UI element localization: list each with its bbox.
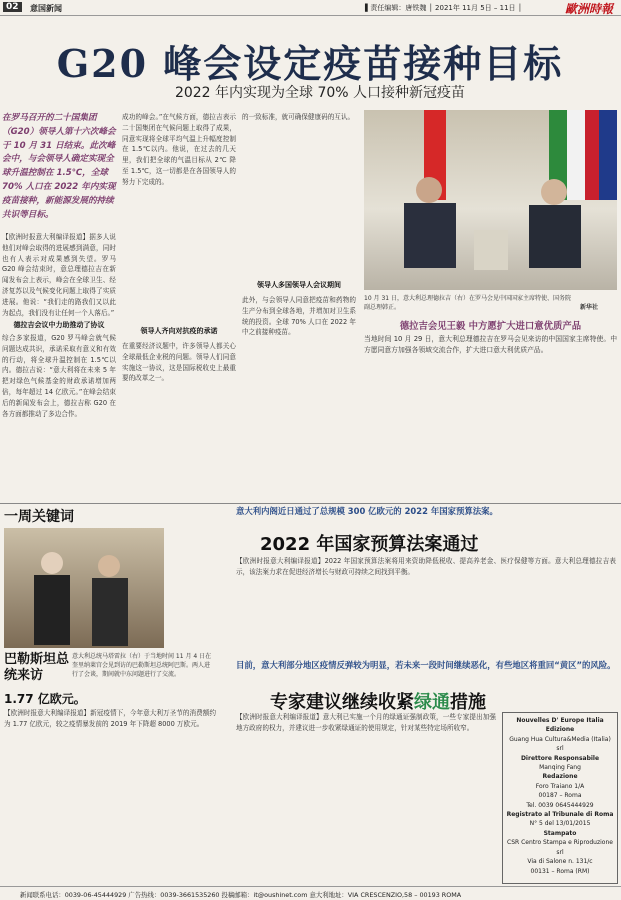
week-keywords-label: 一周关键词 — [4, 509, 74, 525]
halloween-article: 【欧洲时报意大利编译报道】新冠疫情下，今年意大利万圣节的消费额约为 1.77 亿欧元，较之疫情暴发前的 2019 年下降超 8000 万欧元。 — [4, 709, 216, 728]
article-col1b: 综合多家报道，G20 罗马峰会就气候问题达成共识，承诺采取有意义和有效的行动，将全球升温控制在 1.5℃以内。德拉吉说：“意大利将在未来 5 年把对绿色气候基金的财政承诺增加两倍，每年超过 14 亿欧元。”在峰会结束后的新闻发布会上，德拉吉称 G20 在各方面都推动了多边合作。 — [2, 334, 116, 418]
visit-illustration — [4, 528, 164, 648]
imprint-company: Guang Hua Cultura&Media (Italia) srl — [509, 735, 611, 753]
covid-article: 【欧洲时报意大利编译报道】意大利已实施一个月的绿通证强制政策，一些专家提出加强地方政府的权力，并建议进一步收紧绿通证的使用规定，针对某些特定场所收窄。 — [236, 713, 496, 732]
budget-article: 【欧洲时报意大利编译报道】2022 年国家预算法案将用来资助降低税收、提高养老金、医疗保健等方面。意大利总理德拉吉表示，该法案力求在促进经济增长与财政可持续之间找到平衡。 — [236, 557, 616, 576]
imprint-director: Manqing Fang — [539, 764, 581, 772]
imprint-reg-number: N° 5 del 13/01/2015 — [529, 820, 591, 828]
budget-quote: 意大利内阁近日通过了总规模 300 亿欧元的 2022 年国家预算法案。 — [236, 506, 498, 516]
imprint-box — [502, 712, 618, 884]
imprint-title: Nouvelles D' Europe Italia Edizione — [516, 717, 604, 734]
imprint-tel: Tel. 0039 0645444929 — [526, 801, 594, 809]
imprint-stampato: Stampato — [543, 829, 577, 837]
imprint-city: 00187 – Roma — [538, 792, 582, 800]
article-col3: 的一致标准，就可确保健康码的互认。 — [242, 113, 355, 121]
article-col3b: 此外，与会领导人同意把疫苗和药物的生产分布到全球各地，并增加对卫生系统的投资。全球 70% 人口在 2022 年中之前接种疫苗。 — [242, 296, 356, 337]
halloween-figure: 1.77 亿欧元。 — [4, 692, 86, 706]
imprint-registration: Registrato al Tribunale di Roma — [506, 811, 614, 819]
col2-subhead: 领导人齐向对抗疫的承诺 — [140, 327, 218, 335]
divider — [0, 503, 621, 504]
covid-title — [270, 688, 486, 714]
article-col2: 成功的峰会。”在气候方面，德拉吉表示二十国集团在气候问题上取得了成果，同意实现将全球平均气温上升幅度控制在 1.5℃以内。他说，在过去的几天里，我们把全球的气温目标从 2℃ 降至 1.5℃，这一切都是在各国领导人的努力下完成的。 — [122, 113, 236, 186]
imprint-printer-city: 00131 – Roma (RM) — [530, 867, 590, 875]
budget-title: 2022 年国家预算法案通过 — [260, 534, 479, 555]
covid-quote: 目前，意大利部分地区疫情反弹较为明显，若未来一段时间继续恶化，有些地区将重回“黄区”的风险。 — [236, 660, 616, 670]
main-subheadline: 2022 年内实现为全球 70% 人口接种新冠疫苗 — [174, 85, 466, 101]
page-footer: 新闻联系电话：0039-06-45444929 广告热线：0039-3661535260 投稿邮箱：it@oushinet.com 意大利地址：VIA CRESCENZIO,58 – 00193 ROMA — [0, 886, 621, 900]
lead-paragraph: 在罗马召开的二十国集团（G20）领导人第十六次峰会于 10 月 31 日结束。此次峰会中，与会领导人确定实现全球升温控制在 1.5℃，全球 70% 人口在 2022 年内实现疫苗接种，新能源发展的持续共识等目标。 — [2, 113, 116, 220]
covid-title-part2: 措施 — [450, 692, 486, 713]
photo-caption: 10 月 31 日，意大利总理德拉吉（右）在罗马会见中国国家主席特使、国务院副总理韩正。 — [364, 295, 571, 311]
page-header — [0, 0, 621, 16]
visit-title: 巴勒斯坦总统来访 — [4, 652, 70, 683]
newspaper-logo: 歐洲時報 — [564, 2, 613, 16]
imprint-printer-address: Via di Salone n. 131/c — [527, 858, 593, 866]
meeting-illustration — [364, 110, 617, 290]
imprint-redazione: Redazione — [542, 773, 578, 781]
side-article-body: 当地时间 10 月 29 日，意大利总理德拉吉在罗马会见来访的中国国家主席特使。中方愿同意方加强各领域交流合作，扩大进口意大利优质产品。 — [364, 335, 617, 354]
visit-caption: 意大利总统马塔雷拉（右）于当地时间 11 月 4 日在奎里纳莱宫会见到访的巴勒斯坦总统阿巴斯。两人进行了会谈，期间就中东问题进行了交流。 — [72, 653, 212, 678]
meeting-photo — [364, 110, 617, 290]
imprint-address: Foro Traiano 1/A — [535, 782, 585, 790]
col3-subhead: 领导人多国领导人会议期间 — [257, 281, 341, 289]
article-col1: 【欧洲时报意大利编译报道】据多人说他们对峰会取得的进展感到满意，同时也有人表示对成果感到失望。罗马 G20 峰会结束时，意总理德拉吉在新闻发布会上表示，峰会在全球卫生、经济复苏以及气候变化问题上取得了实质进展。他说：“我们走的路我们又以此为起点，我们没有让任何一个人落后。” — [2, 233, 116, 317]
section-name: 意国新闻 — [30, 4, 62, 13]
side-article-title: 德拉吉会见王毅 中方愿扩大进口意优质产品 — [399, 321, 582, 332]
palestine-visit-photo — [4, 528, 164, 648]
covid-title-part1: 专家建议继续收紧 — [270, 692, 414, 713]
photo-credit: 新华社 — [580, 304, 599, 311]
covid-title-green: 绿通 — [414, 692, 450, 713]
page-number: 02 — [3, 2, 22, 12]
imprint-director-label: Direttore Responsabile — [520, 754, 600, 762]
col1-subhead: 德拉吉会议中力助推动了协议 — [13, 321, 105, 329]
editor-line: ▌责任编辑：唐铁魏 │ 2021年 11月 5日 – 11日 │ — [365, 4, 522, 12]
article-col2b: 在重要经济议题中，许多领导人都关心全球最低企业税的问题。领导人们同意实施这一协议，这是国际税收史上最重要的改革之一。 — [122, 342, 236, 383]
imprint-printer: CSR Centro Stampa e Riproduzione srl — [507, 839, 613, 856]
main-headline: G20 峰会设定疫苗接种目标 — [56, 41, 564, 86]
